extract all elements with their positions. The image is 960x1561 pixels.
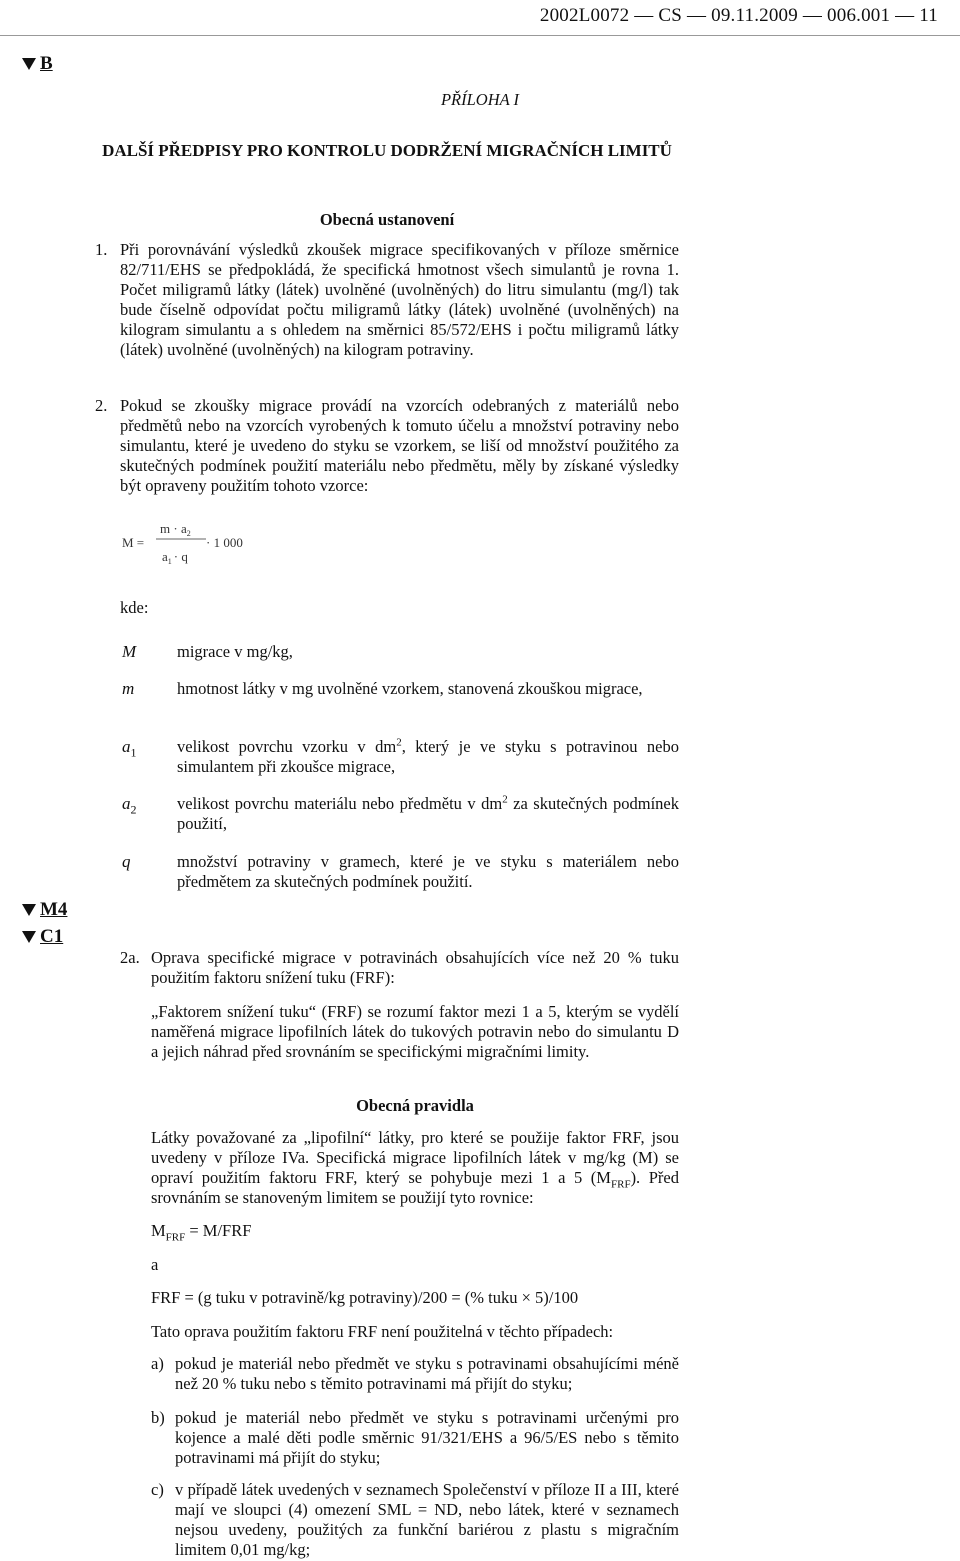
annex-label: PŘÍLOHA I [440,90,520,109]
conjunction: a [151,1255,159,1274]
formula-denominator-a: a [162,549,168,564]
definition-text: velikost povrchu vzorku v $dm^2$, který je ve styku s potravinou nebo simulantem při zkoušce migrace, [177,736,680,776]
paragraph-2: Pokud se zkoušky migrace provádí na vzorcích odebraných z materiálů nebo předmětů nebo na vzorcích vyrobených k tomuto účelu a množství potraviny nebo simulantu, které je uvedeno do styku se vzorkem, se liší od množství použitého za skutečných podmínek použití materiálu nebo předmětu, měly by získané výsledky být opraveny použitím tohoto vzorce: [120,396,679,495]
definition-text: migrace v mg/kg, [177,642,293,661]
case-text: v případě látek uvedených v seznamech Společenství v příloze II a III, které mají ve sloupci (4) omezení SML = ND, nebo látek, které v seznamech nejsou uvedeny, použitých za funkční bariérou z plastu s migračním limitem 0,01 mg/kg; [175,1480,679,1559]
formula-lhs: M = [122,535,145,550]
svg-text:m · a2 [160,521,191,538]
case-letter: b) [151,1408,165,1427]
triangle-down-icon [22,58,36,70]
rules-heading: Obecná pravidla [356,1096,474,1115]
triangle-down-icon [22,904,36,916]
formula-factor: · 1 000 [206,535,243,550]
equation-frf: FRF = (g tuku v potravině/kg potraviny)/200 = (% tuku × 5)/100 [151,1288,579,1307]
annex-title: DALŠÍ PŘEDPISY PRO KONTROLU DODRŽENÍ MIGRAČNÍCH LIMITŮ [102,141,672,160]
definition-symbol: $a_1$ [122,737,137,760]
marker-m4: M4 [22,900,67,920]
triangle-down-icon [22,931,36,943]
equation-mfrf: $M_{FRF} = M/FRF$ [151,1221,252,1244]
rules-text: Látky považované za „lipofilní“ látky, pro které se použije faktor FRF, jsou uvedeny v příloze IVa. Specifická migrace lipofilních látek v mg/kg (M) se opraví použitím faktoru FRF, který se pohybuje mezi 1 a 5 $(M_{FRF})$. Před srovnáním se stanoveným limitem se použijí tyto rovnice: [151,1128,679,1207]
svg-text:a1· q [162,549,188,566]
case-text: pokud je materiál nebo předmět ve styku s potravinami určenými pro kojence a malé děti podle směrnic 91/321/EHS a 96/5/ES nebo s těmito potravinami má přijít do styku; [175,1408,679,1467]
not-applicable-intro: Tato oprava použitím faktoru FRF není použitelná v těchto případech: [151,1322,614,1341]
migration-formula [120,515,280,575]
definition-symbol: $a_2$ [122,794,137,817]
definition-text: množství potraviny v gramech, které je ve styku s materiálem nebo předmětem za skutečných podmínek použití. [177,852,679,891]
marker-b: B [22,54,53,74]
definition-text: hmotnost látky v mg uvolněné vzorkem, stanovená zkouškou migrace, [177,679,643,698]
definition-symbol: m [122,679,135,698]
formula-denominator-q: · q [173,549,188,564]
paragraph-number: 2. [95,396,108,415]
paragraph-1: Při porovnávání výsledků zkoušek migrace specifikovaných v příloze směrnice 82/711/EHS se předpokládá, že specifická hmotnost všech simulantů je rovna 1. Počet miligramů látky (látek) uvolněné (uvolněných) do litru simulantu (mg/l) tak bude číselně odpovídat počtu miligramů látky (látek) uvolněné (uvolněných) na kilogram simulantu a s ohledem na směrnici 85/572/EHS i počtu miligramů látky (látek) uvolněné (uvolněných) na kilogram potraviny. [120,240,679,359]
case-text: pokud je materiál nebo předmět ve styku s potravinami obsahujícími méně než 20 % tuku nebo s těmito potravinami má přijít do styku; [175,1354,679,1393]
document-reference: 2002L0072 — CS — 09.11.2009 — 006.001 — 11 [539,5,938,26]
formula-denominator-sub: 1 [167,557,172,566]
definition-symbol: M [122,642,137,661]
definitions-intro: kde: [120,598,149,617]
svg-text:· 1 000 [206,535,243,550]
section-2a-number: 2a. [120,948,140,967]
general-heading: Obecná ustanovení [319,210,455,229]
section-2a-text: Oprava specifické migrace v potravinách obsahujících více než 20 % tuku použitím faktoru snížení tuku (FRF): [151,948,679,987]
case-letter: c) [151,1480,164,1499]
frf-definition: „Faktorem snížení tuku“ (FRF) se rozumí faktor mezi 1 a 5, kterým se vydělí naměřená migrace lipofilních látek do tukových potravin nebo do simulantu D a jejich náhrad před srovnáním se specifickými migračními limity. [151,1002,679,1061]
definition-text: velikost povrchu materiálu nebo předmětu v $dm^2$ za skutečných podmínek použití, [177,793,679,833]
formula-numerator: m · a [160,521,187,536]
marker-c1: C1 [22,927,63,947]
paragraph-number: 1. [95,240,108,259]
formula-numerator-sub: 2 [186,529,191,538]
definition-symbol: q [122,852,131,871]
svg-text:M = [122,535,144,550]
case-letter: a) [151,1354,164,1373]
